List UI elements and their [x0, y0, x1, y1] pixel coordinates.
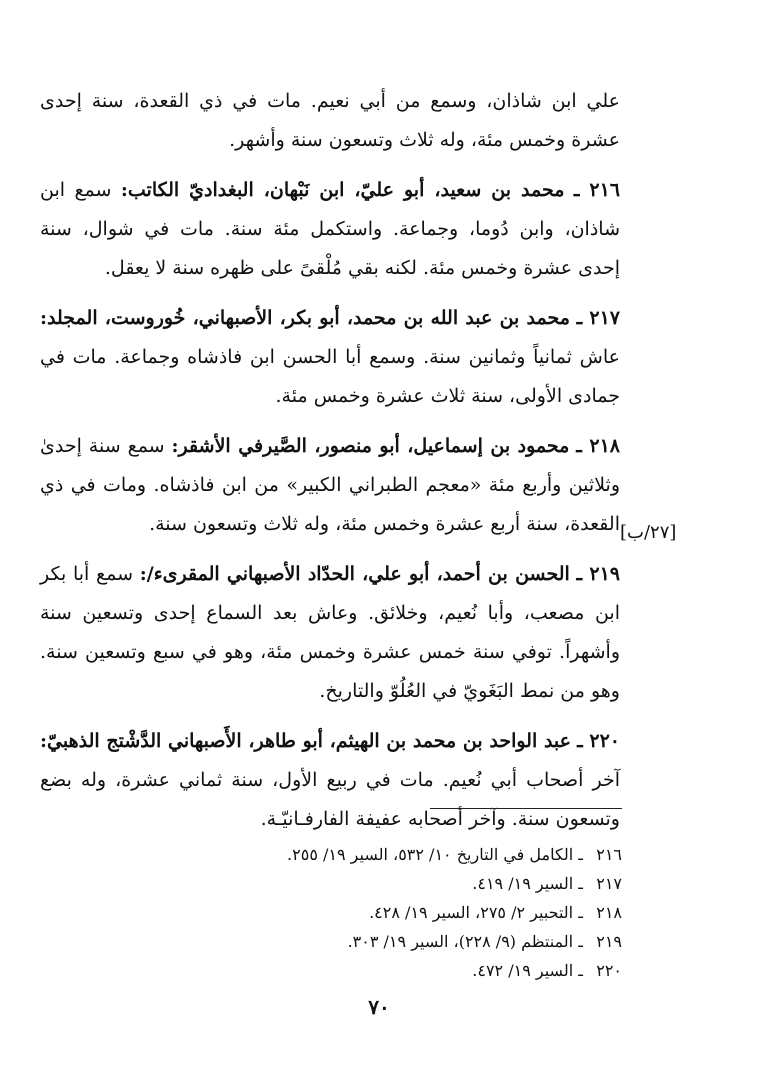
footnote-text: ـ السير ١٩/ ٤١٩. — [472, 874, 583, 893]
entry-body: عاش ثمانياً وثمانين سنة. وسمع أبا الحسن ابن فاذشاه وجماعة. مات في جمادى الأولى، سنة ثلاث عشرة وخمس مئة. — [40, 346, 620, 407]
entry-number: ٢١٩ ـ — [576, 563, 620, 585]
page-number: ٧٠ — [368, 995, 390, 1019]
footnote-item — [180, 840, 622, 869]
entry-name: عبد الواحد بن محمد بن الهيثم، أبو طاهر، الأَصبهاني الدَّشْتج الذهبيّ: — [40, 730, 571, 752]
main-text — [40, 82, 620, 850]
footnote-item — [180, 869, 622, 898]
entry-219 — [40, 555, 620, 711]
footnote-text: ـ التحبير ٢/ ٢٧٥، السير ١٩/ ٤٢٨. — [369, 903, 583, 922]
footnote-item — [180, 956, 622, 985]
paragraph-continuation — [40, 82, 620, 160]
entry-name: محمود بن إسماعيل، أبو منصور، الصَّيرفي الأشقر: — [171, 435, 570, 457]
entry-number: ٢١٨ ـ — [576, 435, 620, 457]
footnote-text: ـ السير ١٩/ ٤٧٢. — [472, 961, 583, 980]
entry-name: محمد بن عبد الله بن محمد، أبو بكر، الأصبهاني، خُوروست، المجلد: — [40, 307, 570, 329]
footnote-number: ٢١٧ — [596, 874, 622, 893]
entry-220 — [40, 722, 620, 839]
paragraph-body: علي ابن شاذان، وسمع من أبي نعيم. مات في ذي القعدة، سنة إحدى عشرة وخمس مئة، وله ثلاث وتسعون سنة وأشهر. — [40, 90, 620, 151]
entry-218 — [40, 427, 620, 544]
footnote-text: ـ الكامل في التاريخ ١٠/ ٥٣٢، السير ١٩/ ٢٥٥. — [287, 845, 583, 864]
footnote-text: ـ المنتظم (٩/ ٢٢٨)، السير ١٩/ ٣٠٣. — [347, 932, 583, 951]
entry-216 — [40, 171, 620, 288]
entry-body: سمع ابن شاذان، وابن دُوما، وجماعة. واستكمل مئة سنة. مات في شوال، سنة إحدى عشرة وخمس مئة. لكنه بقي مُلْقىً على ظهره سنة لا يعقل. — [40, 179, 620, 279]
entry-number: ٢٢٠ ـ — [577, 730, 620, 752]
footnotes — [180, 840, 622, 985]
entry-name: الحسن بن أحمد، أبو علي، الحدّاد الأصبهاني المقرىء/: — [139, 563, 570, 585]
entry-body: سمع سنة إحدىٰ وثلاثين وأربع مئة «معجم الطبراني الكبير» من ابن فاذشاه. ومات في ذي القعدة، سنة أربع عشرة وخمس مئة، وله ثلاث وتسعون سنة. — [40, 435, 620, 535]
footnote-number: ٢٢٠ — [596, 961, 622, 980]
footnote-divider — [430, 808, 622, 809]
entry-body: آخر أصحاب أبي نُعيم. مات في ربيع الأول، سنة ثماني عشرة، وله بضع وتسعون سنة. وآخر أصحابه عفيفة الفارفـانيّـة. — [40, 769, 620, 830]
footnote-item — [180, 898, 622, 927]
footnote-number: ٢١٦ — [596, 845, 622, 864]
entry-body: سمع أبا بكر ابن مصعب، وأبا نُعيم، وخلائق. وعاش بعد السماع إحدى وتسعين سنة وأشهراً. توفي سنة خمس عشرة وخمس مئة، وهو في سبع وتسعين سنة. وهو من نمط البَغَويّ في العُلُوّ والتاريخ. — [40, 563, 620, 702]
entry-number: ٢١٧ ـ — [576, 307, 620, 329]
footnote-number: ٢١٩ — [596, 932, 622, 951]
entry-name: محمد بن سعيد، أبو عليّ، ابن نَبْهان، البغداديّ الكاتب: — [120, 179, 565, 201]
footnote-number: ٢١٨ — [596, 903, 622, 922]
manuscript-folio-marker: [٢٧/ب] — [620, 522, 677, 543]
entry-217 — [40, 299, 620, 416]
entry-number: ٢١٦ ـ — [573, 179, 621, 201]
footnote-item — [180, 927, 622, 956]
